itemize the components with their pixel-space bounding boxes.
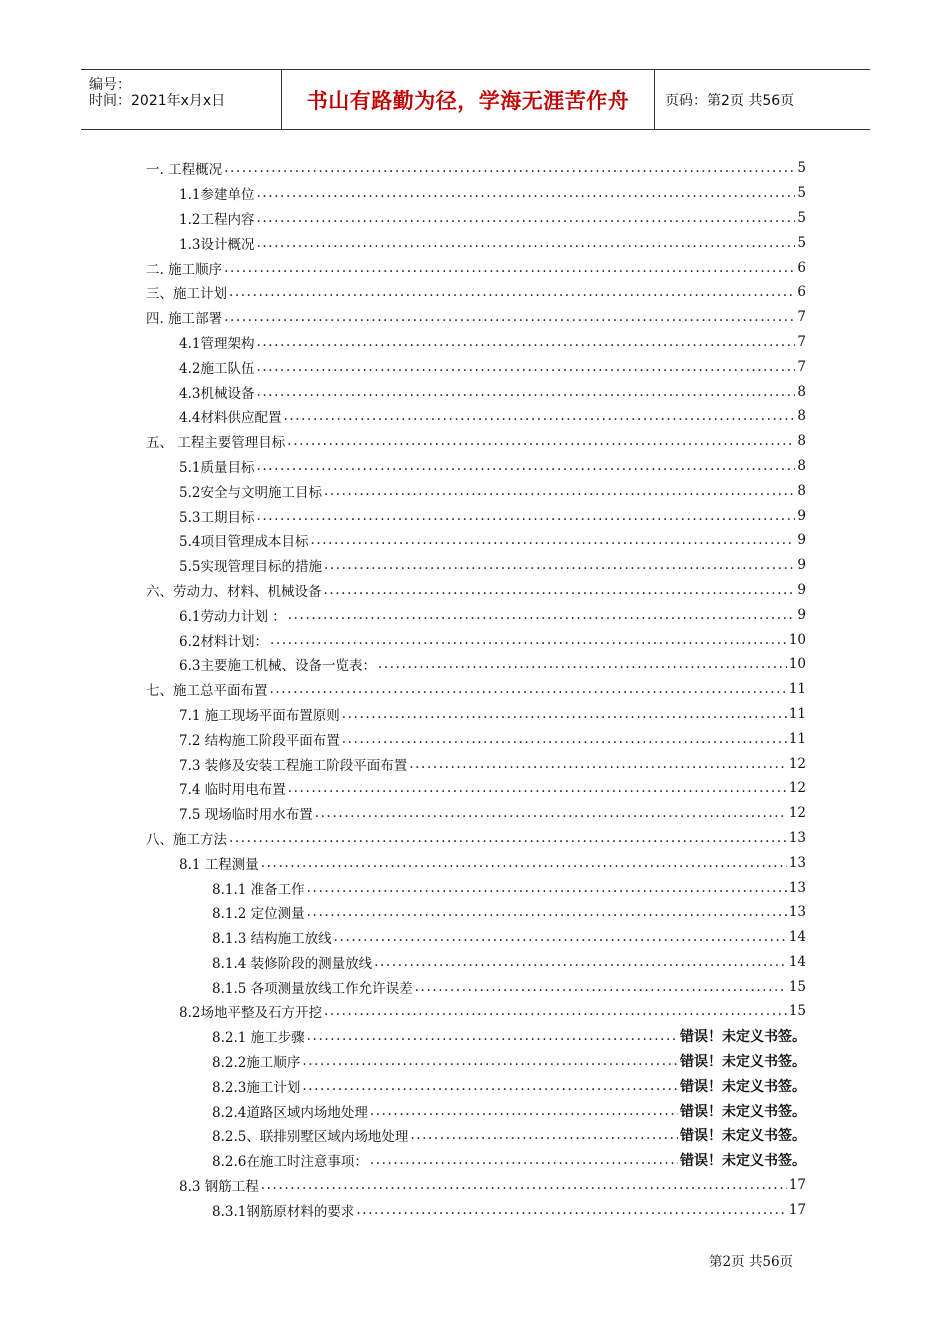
toc-entry-page: 9 — [797, 606, 806, 623]
toc-leader-dots — [324, 483, 795, 499]
toc-entry-bookmark-error: 错误！未定义书签。 — [680, 1153, 806, 1170]
toc-leader-dots — [283, 408, 795, 424]
toc-leader-dots — [302, 1078, 678, 1094]
toc-entry-page: 7 — [797, 309, 806, 326]
toc-leader-dots — [324, 582, 796, 598]
toc-entry-page: 5 — [797, 160, 806, 177]
header-page-number: 页码：第2页 共56页 — [665, 92, 795, 109]
toc-entry[interactable] — [146, 429, 806, 454]
toc-leader-dots — [324, 557, 795, 573]
toc-entry[interactable] — [146, 230, 806, 255]
toc-entry-title: 五、 工程主要管理目标 — [146, 435, 286, 452]
toc-entry-page: 13 — [788, 904, 806, 921]
toc-entry[interactable] — [146, 1073, 806, 1098]
toc-leader-dots — [224, 260, 795, 276]
toc-entry-title: 7.5 现场临时用水布置 — [179, 807, 313, 824]
toc-entry-bookmark-error: 错误！未定义书签。 — [680, 1103, 806, 1120]
toc-entry-title: 5.1质量目标 — [179, 459, 255, 476]
toc-leader-dots — [229, 830, 787, 846]
toc-entry-title: 1.3设计概况 — [179, 236, 255, 253]
toc-entry-title: 八、施工方法 — [146, 831, 227, 848]
toc-entry-title: 7.4 临时用电布置 — [179, 782, 286, 799]
toc-entry-title: 六、劳动力、材料、机械设备 — [146, 583, 322, 600]
toc-entry-page: 5 — [797, 209, 806, 226]
toc-entry[interactable] — [146, 702, 806, 727]
toc-entry[interactable] — [146, 826, 806, 851]
toc-entry-title: 6.1劳动力计划 ： — [179, 608, 286, 625]
toc-entry-page: 6 — [797, 284, 806, 301]
toc-leader-dots — [229, 284, 795, 300]
toc-entry-title: 1.2工程内容 — [179, 211, 255, 228]
toc-leader-dots — [415, 979, 787, 995]
toc-leader-dots — [256, 384, 795, 400]
toc-leader-dots — [256, 458, 795, 474]
toc-entry-title: 二. 施工顺序 — [146, 261, 223, 278]
toc-entry-title: 8.1.5 各项测量放线工作允许误差 — [212, 980, 413, 997]
toc-leader-dots — [288, 780, 787, 796]
toc-leader-dots — [374, 954, 787, 970]
toc-entry[interactable] — [146, 776, 806, 801]
toc-entry[interactable] — [146, 1123, 806, 1148]
toc-leader-dots — [261, 855, 787, 871]
toc-leader-dots — [287, 433, 795, 449]
toc-entry-page: 10 — [788, 631, 806, 648]
toc-entry-page: 8 — [797, 482, 806, 499]
toc-leader-dots — [324, 1003, 787, 1019]
toc-entry-title: 8.3.1钢筋原材料的要求 — [212, 1203, 355, 1220]
toc-entry[interactable] — [146, 553, 806, 578]
toc-entry-page: 11 — [788, 705, 806, 722]
toc-entry-page: 11 — [788, 730, 806, 747]
toc-entry-title: 7.3 装修及安装工程施工阶段平面布置 — [179, 757, 408, 774]
toc-entry[interactable] — [146, 974, 806, 999]
toc-leader-dots — [307, 880, 787, 896]
toc-entry-page: 5 — [797, 234, 806, 251]
toc-entry-title: 4.4材料供应配置 — [179, 410, 282, 427]
toc-entry[interactable] — [146, 751, 806, 776]
toc-entry[interactable] — [146, 726, 806, 751]
toc-entry[interactable] — [146, 305, 806, 330]
toc-entry[interactable] — [146, 925, 806, 950]
toc-entry-title: 三、施工计划 — [146, 286, 227, 303]
toc-entry[interactable] — [146, 652, 806, 677]
toc-entry[interactable] — [146, 454, 806, 479]
toc-leader-dots — [356, 1202, 786, 1218]
toc-entry-page: 9 — [797, 507, 806, 524]
toc-entry[interactable] — [146, 280, 806, 305]
toc-entry[interactable] — [146, 875, 806, 900]
toc-leader-dots — [370, 1103, 678, 1119]
toc-entry-page: 15 — [788, 1003, 806, 1020]
toc-leader-dots — [378, 656, 787, 672]
toc-entry-title: 8.1.2 定位测量 — [212, 906, 305, 923]
toc-entry-page: 5 — [797, 185, 806, 202]
toc-leader-dots — [410, 1127, 678, 1143]
toc-leader-dots — [288, 607, 796, 623]
toc-entry-page: 8 — [797, 457, 806, 474]
toc-leader-dots — [409, 756, 787, 772]
toc-entry-page: 11 — [788, 681, 806, 698]
toc-leader-dots — [224, 160, 795, 176]
toc-entry-page: 14 — [788, 953, 806, 970]
toc-entry[interactable] — [146, 478, 806, 503]
toc-entry[interactable] — [146, 578, 806, 603]
toc-entry-page: 14 — [788, 929, 806, 946]
toc-entry-title: 8.1 工程测量 — [179, 856, 259, 873]
toc-entry-title: 5.2安全与文明施工目标 — [179, 484, 322, 501]
toc-entry-page: 13 — [788, 829, 806, 846]
header-meta-cell — [81, 70, 282, 129]
document-number-label: 编号： — [89, 77, 131, 93]
document-date-label: 时间：2021年x月x日 — [89, 93, 226, 109]
toc-entry-title: 5.3工期目标 — [179, 509, 255, 526]
toc-entry-page: 8 — [797, 433, 806, 450]
toc-leader-dots — [370, 1152, 678, 1168]
toc-leader-dots — [256, 334, 795, 350]
toc-leader-dots — [334, 929, 787, 945]
toc-leader-dots — [261, 1177, 787, 1193]
toc-leader-dots — [310, 532, 795, 548]
toc-entry-bookmark-error: 错误！未定义书签。 — [680, 1078, 806, 1095]
toc-leader-dots — [270, 632, 787, 648]
toc-leader-dots — [256, 185, 795, 201]
toc-entry[interactable] — [146, 1148, 806, 1173]
toc-entry-title: 8.3 钢筋工程 — [179, 1179, 259, 1196]
toc-entry[interactable] — [146, 1049, 806, 1074]
toc-entry-title: 6.3主要施工机械、设备一览表： — [179, 658, 376, 675]
toc-entry-title: 一. 工程概况 — [146, 162, 223, 179]
toc-leader-dots — [342, 731, 787, 747]
toc-entry[interactable] — [146, 181, 806, 206]
toc-leader-dots — [256, 235, 795, 251]
toc-entry[interactable] — [146, 900, 806, 925]
toc-entry-page: 9 — [797, 532, 806, 549]
toc-entry-title: 4.2施工队伍 — [179, 360, 255, 377]
toc-entry-title: 4.1管理架构 — [179, 335, 255, 352]
toc-entry-bookmark-error: 错误！未定义书签。 — [680, 1029, 806, 1046]
toc-leader-dots — [270, 681, 787, 697]
toc-entry[interactable] — [146, 999, 806, 1024]
toc-entry[interactable] — [146, 850, 806, 875]
toc-leader-dots — [307, 1028, 678, 1044]
toc-entry[interactable] — [146, 379, 806, 404]
toc-leader-dots — [342, 706, 787, 722]
toc-leader-dots — [256, 508, 795, 524]
toc-entry-page: 13 — [788, 854, 806, 871]
toc-entry-title: 8.1.1 准备工作 — [212, 881, 305, 898]
footer-page-number: 第2页 共56页 — [709, 1254, 794, 1270]
toc-entry-title: 8.2.2施工顺序 — [212, 1055, 301, 1072]
toc-entry-title: 5.4项目管理成本目标 — [179, 534, 309, 551]
toc-entry[interactable] — [146, 1098, 806, 1123]
toc-leader-dots — [315, 805, 787, 821]
toc-entry-title: 8.2场地平整及石方开挖 — [179, 1005, 322, 1022]
toc-entry[interactable] — [146, 627, 806, 652]
toc-entry[interactable] — [146, 156, 806, 181]
page-header — [81, 69, 870, 130]
toc-entry-page: 17 — [788, 1177, 806, 1194]
toc-entry-title: 5.5实现管理目标的措施 — [179, 559, 322, 576]
toc-entry-title: 8.2.4道路区域内场地处理 — [212, 1104, 368, 1121]
toc-entry[interactable] — [146, 801, 806, 826]
toc-entry-page: 8 — [797, 383, 806, 400]
toc-leader-dots — [256, 210, 795, 226]
toc-leader-dots — [307, 904, 787, 920]
toc-leader-dots — [224, 309, 795, 325]
toc-entry[interactable] — [146, 255, 806, 280]
toc-entry[interactable] — [146, 1197, 806, 1222]
toc-entry-page: 10 — [788, 656, 806, 673]
toc-entry[interactable] — [146, 503, 806, 528]
toc-entry-page: 9 — [797, 581, 806, 598]
toc-entry-title: 6.2材料计划： — [179, 633, 268, 650]
toc-leader-dots — [256, 359, 795, 375]
toc-entry-title: 8.1.3 结构施工放线 — [212, 931, 332, 948]
toc-entry[interactable] — [146, 602, 806, 627]
toc-entry-page: 15 — [788, 978, 806, 995]
toc-entry-page: 7 — [797, 333, 806, 350]
toc-entry-title: 7.2 结构施工阶段平面布置 — [179, 732, 340, 749]
toc-entry-page: 17 — [788, 1201, 806, 1218]
toc-entry-page: 9 — [797, 557, 806, 574]
table-of-contents — [146, 156, 806, 1222]
toc-entry[interactable] — [146, 330, 806, 355]
toc-entry[interactable] — [146, 1173, 806, 1198]
toc-entry-title: 8.2.3施工计划 — [212, 1079, 301, 1096]
toc-entry-title: 7.1 施工现场平面布置原则 — [179, 707, 340, 724]
toc-entry-title: 七、施工总平面布置 — [146, 683, 268, 700]
toc-entry-title: 1.1参建单位 — [179, 187, 255, 204]
toc-entry-page: 13 — [788, 879, 806, 896]
toc-entry[interactable] — [146, 404, 806, 429]
toc-entry[interactable] — [146, 354, 806, 379]
toc-entry[interactable] — [146, 206, 806, 231]
toc-entry-title: 8.2.6在施工时注意事项： — [212, 1154, 368, 1171]
toc-entry[interactable] — [146, 950, 806, 975]
toc-entry[interactable] — [146, 677, 806, 702]
toc-entry-page: 8 — [797, 408, 806, 425]
toc-entry[interactable] — [146, 1024, 806, 1049]
toc-entry-page: 7 — [797, 358, 806, 375]
toc-entry-page: 12 — [788, 780, 806, 797]
toc-entry-bookmark-error: 错误！未定义书签。 — [680, 1054, 806, 1071]
toc-leader-dots — [302, 1053, 678, 1069]
toc-entry-title: 4.3机械设备 — [179, 385, 255, 402]
toc-entry-page: 12 — [788, 755, 806, 772]
toc-entry-title: 8.1.4 装修阶段的测量放线 — [212, 955, 373, 972]
toc-entry-page: 12 — [788, 805, 806, 822]
toc-entry-title: 8.2.1 施工步骤 — [212, 1030, 305, 1047]
toc-entry-bookmark-error: 错误！未定义书签。 — [680, 1128, 806, 1145]
toc-entry-page: 6 — [797, 259, 806, 276]
toc-entry-title: 8.2.5、联排别墅区域内场地处理 — [212, 1129, 409, 1146]
toc-entry-title: 四. 施工部署 — [146, 311, 223, 328]
header-motto: 书山有路勤为径，学海无涯苦作舟 — [282, 70, 655, 129]
toc-entry[interactable] — [146, 528, 806, 553]
